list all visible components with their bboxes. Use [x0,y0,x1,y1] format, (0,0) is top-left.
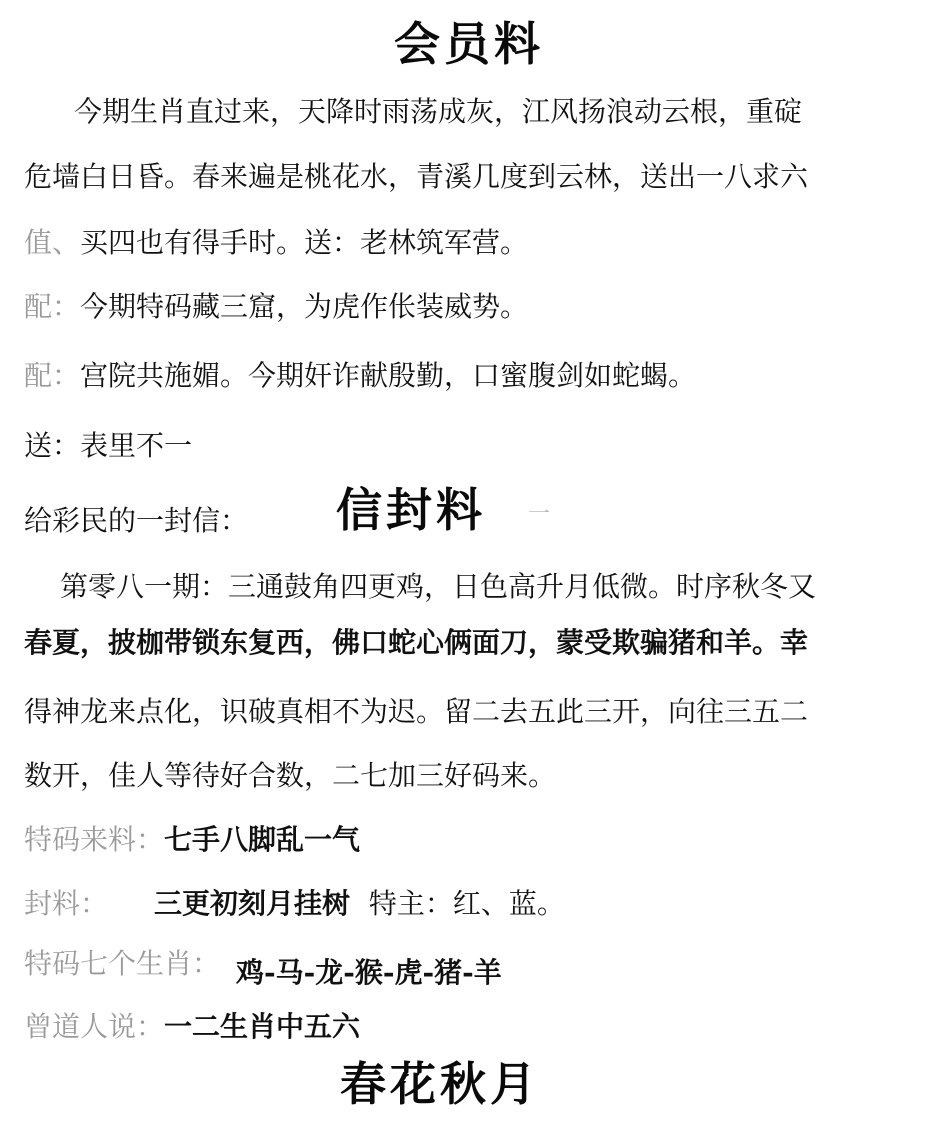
row-1-label: 特码来料： [24,823,165,856]
member-line-3-prefix: 值、 [24,226,81,259]
member-line-3-text: 买四也有得手时。送：老林筑军营。 [80,226,529,259]
pei-line-1 [24,289,938,325]
row-4-value: 一二生肖中五六 [164,1010,361,1043]
song-line [24,428,938,464]
song-label: 送： [24,429,81,462]
member-line-2: 危墙白日昏。春来遍是桃花水，青溪几度到云林，送出一八求六 [24,160,809,193]
envelope-para-3: 得神龙来点化，识破真相不为迟。留二去五此三开，向往三五二 [24,695,809,728]
pei-1-text: 今期特码藏三窟，为虎作伥装威势。 [80,290,529,323]
envelope-para-1: 第零八一期：三通鼓角四更鸡，日色高升月低微。时序秋冬又 [60,570,817,603]
member-line-1: 今期生肖直过来，天降时雨荡成灰，江风扬浪动云根，重碇 [74,95,803,128]
letter-mark: 一 [528,502,551,527]
row-3-label: 特码七个生肖： [24,947,221,980]
title-footer: 春花秋月 [340,1057,540,1111]
title-envelope: 信封料 [336,483,486,537]
pei-1-label: 配： [24,290,81,323]
member-line-3 [24,225,938,261]
row-3-value: 鸡-马-龙-猴-虎-猪-羊 [236,956,502,989]
row-special-code [24,822,938,858]
envelope-para-2: 春夏，披枷带锁东复西，佛口蛇心俩面刀，蒙受欺骗猪和羊。幸 [24,626,809,659]
envelope-para-4: 数开，佳人等待好合数，二七加三好码来。 [24,759,557,792]
row-2-label: 封料： [24,887,109,920]
row-2-extra: 特主：红、蓝。 [368,887,565,920]
pei-2-label: 配： [24,359,81,392]
row-zeng [24,1009,938,1045]
row-2-value: 三更初刻月挂树 [154,887,351,920]
pei-2-text: 宫院共施媚。今期奸诈献殷勤，口蜜腹剑如蛇蝎。 [80,359,697,392]
row-1-value: 七手八脚乱一气 [164,823,361,856]
row-envelope [24,886,938,922]
letter-label: 给彩民的一封信： [24,504,249,537]
song-text: 表里不一 [80,429,193,462]
row-zodiacs [24,946,938,991]
row-4-label: 曾道人说： [24,1010,165,1043]
pei-line-2 [24,358,938,394]
title-member: 会员料 [394,17,544,71]
